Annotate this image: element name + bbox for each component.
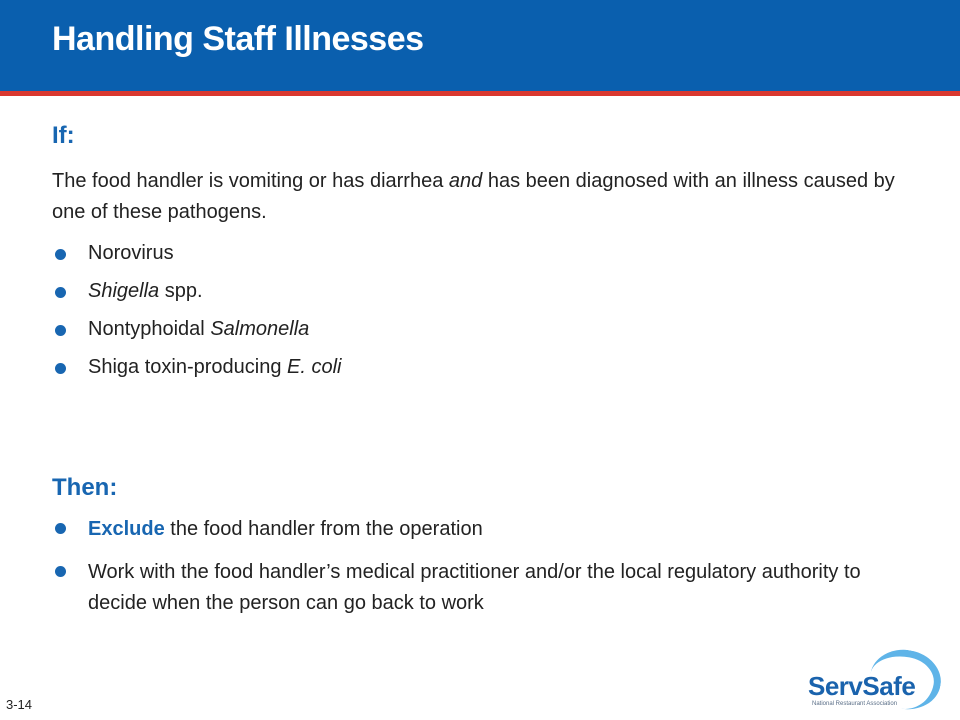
logo-wordmark: ServSafe	[808, 671, 916, 701]
condition-text	[52, 166, 912, 228]
pathogen-text: Shiga toxin-producing	[88, 356, 288, 378]
bullet-icon	[55, 249, 66, 260]
action-text: the food handler from the operation	[164, 518, 483, 540]
bullet-icon	[55, 523, 66, 534]
list-item	[52, 278, 341, 316]
list-item	[52, 557, 892, 619]
bullet-icon	[55, 363, 66, 374]
action-keyword: Exclude	[88, 518, 165, 540]
servsafe-logo	[800, 650, 950, 710]
list-item	[52, 354, 341, 392]
condition-emphasis: and	[448, 170, 483, 192]
logo-subtext: National Restaurant Association	[812, 701, 898, 707]
pathogen-name: Salmonella	[210, 318, 310, 340]
slide-number: 3-14	[6, 697, 33, 712]
bullet-icon	[55, 325, 66, 336]
pathogen-name: E. coli	[287, 356, 342, 378]
list-item	[52, 240, 341, 278]
action-text: Work with the food handler’s medical practitioner and/or the local regulatory authority to decide when the person can go back to work	[88, 561, 861, 614]
pathogen-text: Nontyphoidal	[88, 318, 211, 340]
condition-text-part: has been diagnosed with an illness caused by one of these pathogens.	[52, 170, 895, 223]
then-heading: Then:	[52, 474, 118, 501]
list-item	[52, 514, 892, 545]
title-underline	[0, 91, 960, 96]
bullet-icon	[55, 566, 66, 577]
bullet-icon	[55, 287, 66, 298]
title-bar	[0, 0, 960, 96]
if-heading: If:	[52, 122, 75, 149]
pathogen-name: Shigella	[88, 280, 160, 302]
pathogen-text: spp.	[159, 280, 203, 302]
pathogen-text: Norovirus	[88, 242, 174, 264]
condition-text-part: The food handler is vomiting or has diarrhea	[52, 170, 449, 192]
list-item	[52, 316, 341, 354]
action-list	[52, 514, 892, 631]
pathogen-list	[52, 240, 341, 392]
slide-title: Handling Staff Illnesses	[52, 20, 424, 58]
